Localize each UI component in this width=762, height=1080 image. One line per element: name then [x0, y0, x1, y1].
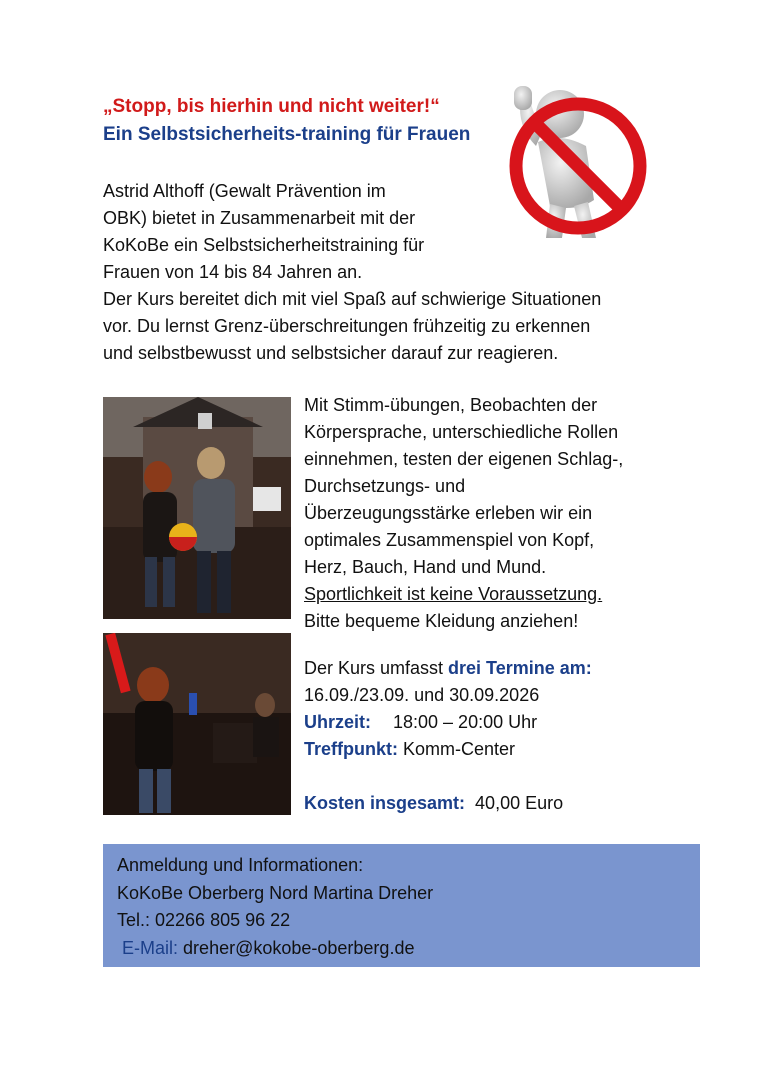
- time-label: Uhrzeit:: [304, 712, 371, 732]
- cost-label: Kosten insgesamt:: [304, 793, 466, 813]
- schedule-intro-line: [304, 655, 592, 682]
- schedule-block: [304, 655, 592, 817]
- clothing-note: Bitte bequeme Kleidung anziehen!: [304, 611, 579, 631]
- intro-line: vor. Du lernst Grenz-überschreitungen frühzeitig zu erkennen: [103, 316, 591, 336]
- contact-org: KoKoBe Oberberg Nord Martina Dreher: [117, 882, 434, 903]
- schedule-place-line: [304, 736, 592, 763]
- sport-note: Sportlichkeit ist keine Voraussetzung.: [304, 584, 603, 604]
- details-line: Herz, Bauch, Hand und Mund.: [304, 557, 547, 577]
- details-line: Durchsetzungs- und: [304, 476, 466, 496]
- email-address[interactable]: dreher@kokobe-oberberg.de: [183, 937, 415, 958]
- details-paragraph: [304, 392, 623, 635]
- training-photo-indoor: [103, 633, 291, 815]
- details-line: Mit Stimm-übungen, Beobachten der: [304, 395, 598, 415]
- schedule-dates: 16.09./23.09. und 30.09.2026: [304, 685, 540, 705]
- contact-lines: [117, 852, 433, 962]
- details-line: optimales Zusammenspiel von Kopf,: [304, 530, 595, 550]
- details-line: Körpersprache, unterschiedliche Rollen: [304, 422, 619, 442]
- place-label: Treffpunkt:: [304, 739, 398, 759]
- intro-line: KoKoBe ein Selbstsicherheitstraining für: [103, 235, 425, 255]
- contact-heading: Anmeldung und Informationen:: [117, 855, 364, 875]
- place-value: Komm-Center: [398, 739, 516, 759]
- contact-email-line: [117, 935, 433, 963]
- intro-paragraph: [103, 178, 601, 367]
- schedule-time-line: [304, 709, 592, 736]
- intro-line: Frauen von 14 bis 84 Jahren an.: [103, 262, 363, 282]
- schedule-intro: Der Kurs umfasst: [304, 658, 449, 678]
- contact-phone: Tel.: 02266 805 96 22: [117, 910, 291, 930]
- training-photo-outdoor: [103, 397, 291, 619]
- email-label: E-Mail:: [122, 937, 179, 958]
- headline-subtitle: Ein Selbstsicherheits-training für Frauen: [103, 124, 471, 145]
- intro-line: und selbstbewusst und selbstsicher darauf zur reagieren.: [103, 343, 559, 363]
- intro-line: OBK) bietet in Zusammenarbeit mit der: [103, 208, 416, 228]
- details-line: einnehmen, testen der eigenen Schlag-,: [304, 449, 624, 469]
- schedule-cost-line: [304, 790, 592, 817]
- time-value: 18:00 – 20:00 Uhr: [393, 712, 538, 732]
- headline-quote: „Stopp, bis hierhin und nicht weiter!“: [103, 96, 440, 117]
- contact-box: [103, 844, 700, 967]
- intro-line: Der Kurs bereitet dich mit viel Spaß auf schwierige Situationen: [103, 289, 602, 309]
- details-line: Überzeugungsstärke erleben wir ein: [304, 503, 593, 523]
- intro-line: Astrid Althoff (Gewalt Prävention im: [103, 181, 386, 201]
- cost-value: 40,00 Euro: [475, 793, 564, 813]
- schedule-intro-bold: drei Termine am:: [448, 658, 592, 678]
